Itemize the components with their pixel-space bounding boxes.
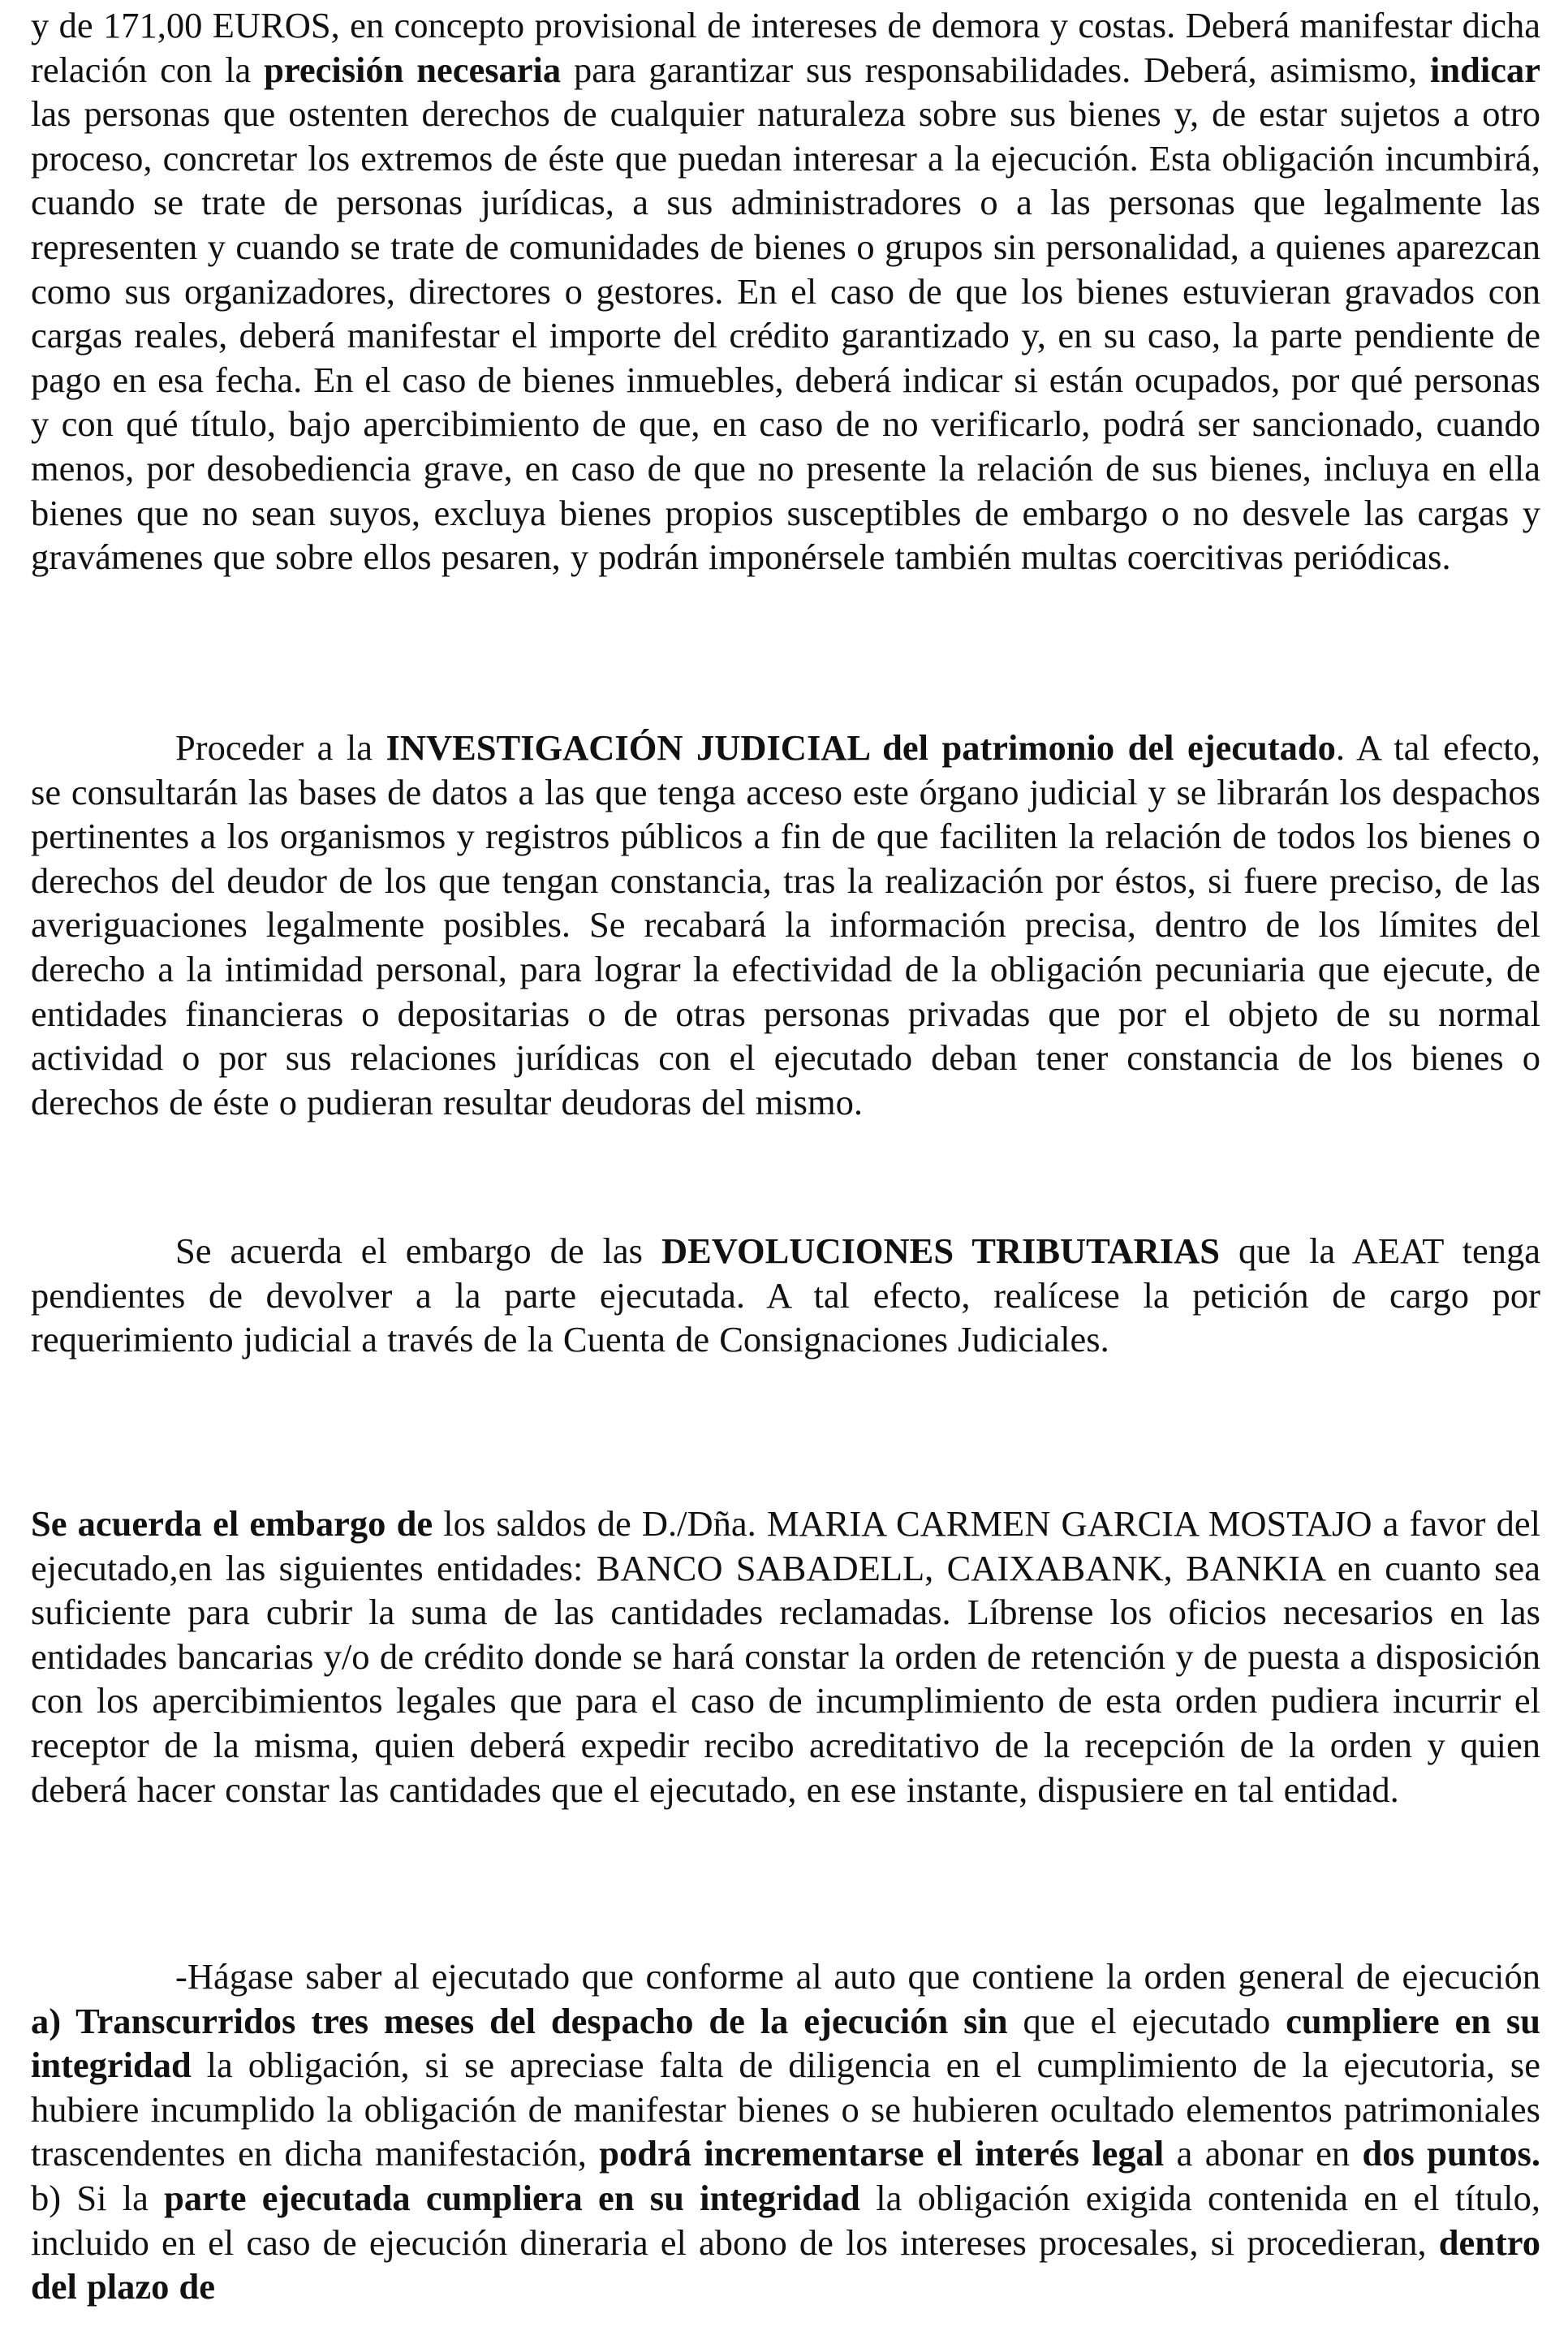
text-run: las personas que ostenten derechos de cualquier naturaleza sobre sus bienes y, de estar sujetos a otro proceso, concretar los extremos de éste que puedan interesar a la ejecución. Esta obligación incumbirá, cuando se trate de personas jurídicas, a sus administradores o a las personas que legalmente las representen y cuando se trate de comunidades de bienes o grupos sin personalidad, a quienes aparezcan como sus organizadores, directores o gestores. En el caso de que los bienes estuvieran gravados con cargas reales, deberá manifestar el importe del crédito garantizado y, en su caso, la parte pendiente de pago en esa fecha. En el caso de bienes inmuebles, deberá indicar si están ocupados, por qué personas y con qué título, bajo apercibimiento de que, en caso de no verificarlo, podrá ser sancionado, cuando menos, por desobediencia grave, en caso de que no presente la relación de sus bienes, incluya en ella bienes que no sean suyos, excluya bienes propios susceptibles de embargo o no desvele las cargas y gravámenes que sobre ellos pesaren, y podrán imponérsele también multas coercitivas periódicas. [31, 93, 1540, 578]
paragraph-devoluciones-tributarias [31, 1229, 1540, 1362]
text-run: Proceder a la [175, 727, 386, 768]
text-run: la obligación exigida contenida en el título, incluido en el caso de ejecución dineraria el abono de los intereses procesales, si procedieran, [31, 2177, 1540, 2263]
bold-text-run: indicar [1430, 49, 1540, 90]
bold-text-run: parte ejecutada cumpliera en su integridad [164, 2177, 860, 2218]
text-run: . A tal efecto, se consultarán las bases de datos a las que tenga acceso este órgano judicial y se librarán los despachos pertinentes a los organismos y registros públicos a fin de que faciliten la relación de todos los bienes o derechos del deudor de los que tengan constancia, tras la realización por éstos, si fuere preciso, de las averiguaciones legalmente posibles. Se recabará la información precisa, dentro de los límites del derecho a la intimidad personal, para lograr la efectividad de la obligación pecuniaria que ejecute, de entidades financieras o depositarias o de otras personas privadas que por el objeto de su normal actividad o por sus relaciones jurídicas con el ejecutado deban tener constancia de los bienes o derechos de éste o pudieran resultar deudoras del mismo. [31, 727, 1540, 1122]
text-run: que el ejecutado [1007, 2000, 1286, 2041]
bold-text-run: precisión necesaria [264, 49, 562, 90]
text-run: la obligación, si se apreciase falta de diligencia en el cumplimiento de la ejecutoria, se hubiere incumplido la obligación de manifestar bienes o se hubieren ocultado elementos patrimoniales trascendentes en dicha manifestación, [31, 2045, 1540, 2174]
text-run: a abonar en [1164, 2133, 1363, 2174]
bold-text-run: DEVOLUCIONES TRIBUTARIAS [661, 1230, 1221, 1271]
bold-text-run: a) Transcurridos tres meses del despacho de la ejecución sin [31, 2000, 1008, 2041]
text-run: y de 171,00 EUROS, en concepto provisional de intereses de demora y costas. Deberá manifestar dicha relación con la [31, 5, 1540, 90]
paragraph-embargo-saldos [31, 1502, 1540, 1812]
text-run: Se acuerda el embargo de las [175, 1230, 661, 1271]
text-run: -Hágase saber al ejecutado que conforme al auto que contiene la orden general de ejecución [175, 1956, 1540, 1997]
text-run: que la AEAT tenga pendientes de devolver a la parte ejecutada. A tal efecto, realícese la petición de cargo por requerimiento judicial a través de la Cuenta de Consignaciones Judiciales. [31, 1230, 1540, 1360]
paragraph-declaracion-bienes [31, 3, 1540, 580]
bold-text-run: dos puntos. [1362, 2133, 1540, 2174]
text-run: b) Si la [31, 2177, 165, 2218]
bold-text-run: dentro del plazo de [31, 2221, 1540, 2307]
paragraph-hagase-saber [31, 1954, 1540, 2309]
bold-text-run: INVESTIGACIÓN JUDICIAL del patrimonio del ejecutado [386, 727, 1336, 768]
text-run: para garantizar sus responsabilidades. Deberá, asimismo, [561, 49, 1431, 90]
bold-text-run: cumpliere en su integridad [31, 2000, 1541, 2086]
paragraph-investigacion-judicial [31, 726, 1540, 1124]
bold-text-run: podrá incrementarse el interés legal [599, 2133, 1165, 2174]
bold-text-run: Se acuerda el embargo de [31, 1503, 433, 1544]
text-run: los saldos de D./Dña. MARIA CARMEN GARCIA MOSTAJO a favor del ejecutado,en las siguientes entidades: BANCO SABADELL, CAIXABANK, BANKIA en cuanto sea suficiente para cubrir la suma de las cantidades reclamadas. Líbrense los oficios necesarios en las entidades bancarias y/o de crédito donde se hará constar la orden de retención y de puesta a disposición con los apercibimientos legales que para el caso de incumplimiento de esta orden pudiera incurrir el receptor de la misma, quien deberá expedir recibo acreditativo de la recepción de la orden y quien deberá hacer constar las cantidades que el ejecutado, en ese instante, dispusiere en tal entidad. [31, 1503, 1540, 1810]
